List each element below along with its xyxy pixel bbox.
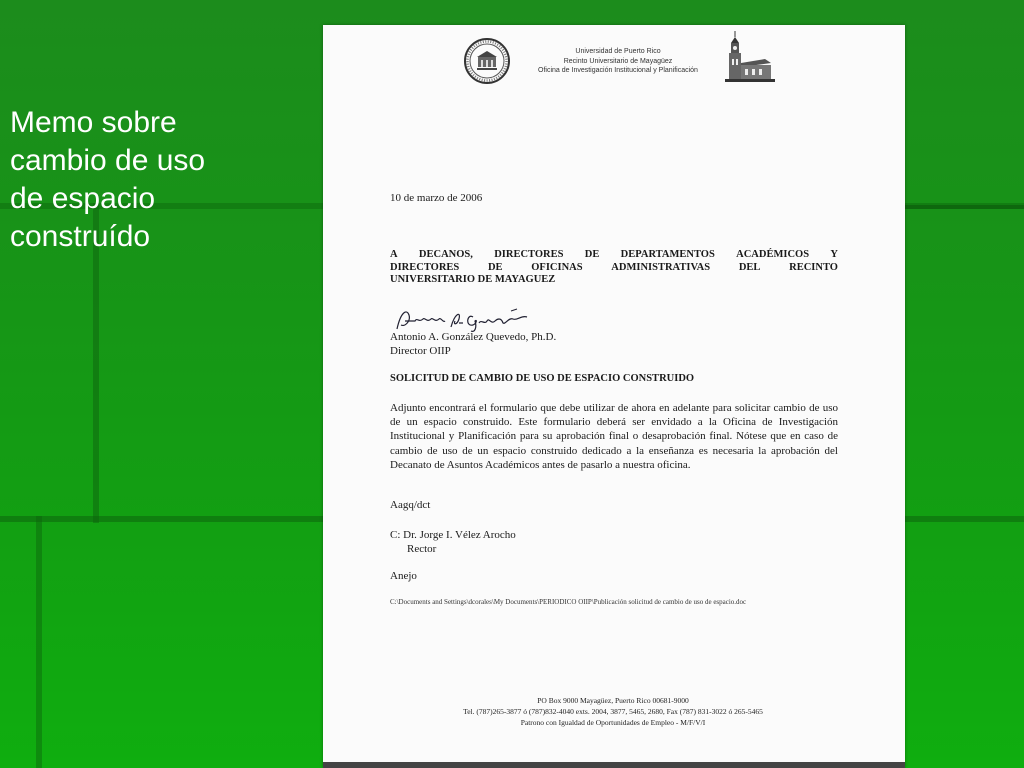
letterhead [518, 47, 718, 76]
letterhead-line: Universidad de Puerto Rico [575, 48, 661, 55]
memo-document [323, 25, 905, 768]
memo-enclosure: Anejo [390, 570, 417, 582]
word: DEPARTAMENTOS [620, 249, 715, 260]
recipients-line [390, 274, 838, 287]
word: OFICINAS [531, 261, 583, 273]
letterhead-line: Oficina de Investigación Institucional y Planificación [538, 67, 698, 74]
sender-title: Director OIIP [390, 345, 451, 357]
word: Y [830, 249, 838, 260]
file-path: C:\Documents and Settings\dcorales\My Documents\PERIODICO OIIP\Publicación solicitud de cambio de uso de espacio.doc [390, 598, 747, 606]
word: DE [487, 261, 503, 273]
word: DIRECTORES [390, 261, 460, 273]
decorative-line [905, 205, 1024, 209]
slide-title: Memo sobre cambio de uso de espacio construído [10, 106, 206, 253]
university-seal-icon [463, 37, 511, 85]
memo-date: 10 de marzo de 2006 [390, 192, 483, 204]
letterhead-line: Recinto Universitario de Mayagüez [563, 57, 673, 65]
footer-line: Patrono con Igualdad de Oportunidades de Empleo - M/F/V/I [520, 718, 706, 727]
memo-body: Adjunto encontrará el formulario que debe utilizar de ahora en adelante para solicitar cambio de uso de un espacio construido. Este formulario deberá ser envidado a la Oficina de Investigación Institucional y Planificación para su aprobación final o desaprobación final. Nótese que en caso de cambio de uso de un espacio construido dedicado a la enseñanza es necesaria la aprobación del Decanato de Asuntos Académicos antes de pasarlo a nuestra oficina. [390, 402, 838, 471]
word: DIRECTORES [494, 249, 564, 260]
word: A [390, 249, 398, 260]
word: DECANOS, [418, 249, 473, 260]
word: UNIVERSITARIO DE MAYAGUEZ [390, 274, 556, 285]
cc-label: C: [390, 529, 401, 541]
decorative-line [36, 516, 42, 768]
sender-name: Antonio A. González Quevedo, Ph.D. [390, 331, 557, 343]
memo-footer [383, 695, 843, 728]
memo-initials: Aagq/dct [390, 499, 431, 511]
memo-recipients [390, 249, 838, 287]
scan-edge [323, 762, 905, 768]
footer-line: Tel. (787)265-3877 ó (787)832-4040 exts. 2004, 3877, 5465, 2680, Fax (787) 831-3022 ó 265-5465 [463, 707, 763, 716]
clock-tower-icon [721, 29, 777, 91]
cc-title: Rector [407, 543, 437, 555]
recipients-line [390, 249, 838, 262]
cc-name: Dr. Jorge I. Vélez Arocho [403, 529, 516, 541]
word: ADMINISTRATIVAS [611, 261, 711, 273]
memo-cc [390, 528, 516, 556]
word: DEL [738, 261, 761, 273]
recipients-line [390, 262, 838, 275]
memo-subject: SOLICITUD DE CAMBIO DE USO DE ESPACIO CONSTRUIDO [390, 373, 695, 384]
word: RECINTO [789, 261, 838, 273]
word: ACADÉMICOS [736, 249, 810, 260]
word: DE [584, 249, 600, 260]
footer-line: PO Box 9000 Mayagüez, Puerto Rico 00681-9000 [537, 696, 689, 705]
